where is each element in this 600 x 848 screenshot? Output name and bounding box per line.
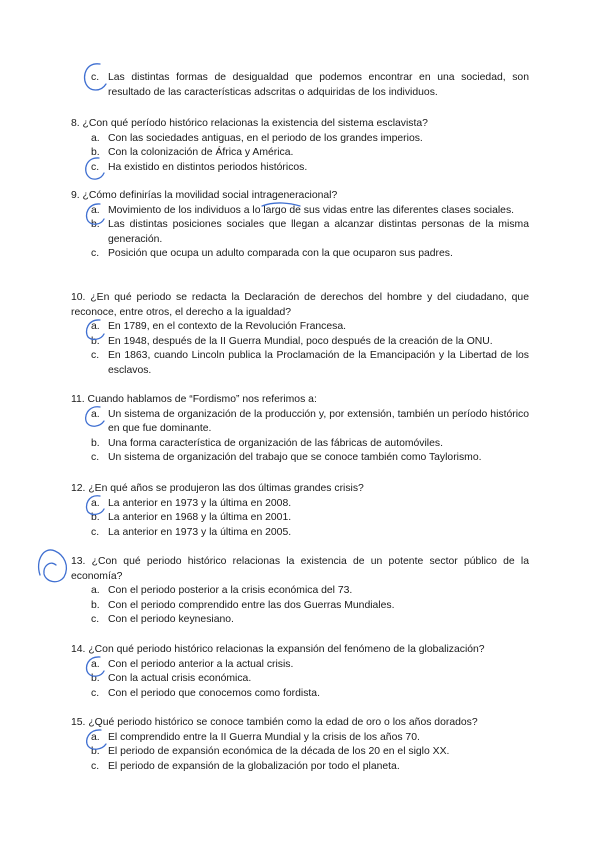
question-7-tail (71, 71, 529, 100)
option-a[interactable] (71, 204, 529, 219)
option-text: La anterior en 1973 y la última en 2005. (108, 526, 292, 538)
option-c[interactable] (71, 526, 529, 541)
option-text: Las distintas formas de desigualdad que podemos encontrar en una sociedad, son resultado de las características adscritas o adquiridas de los individuos. (108, 72, 529, 98)
question-stem: 11. Cuando hablamos de “Fordismo” nos referimos a: (71, 394, 317, 405)
option-letter: b. (91, 746, 100, 758)
option-b[interactable] (71, 146, 529, 161)
option-text: Movimiento de los individuos a lo largo de sus vidas entre las diferentes clases sociales. (108, 204, 515, 216)
question-11 (71, 393, 529, 466)
option-text: Ha existido en distintos periodos históricos. (108, 161, 308, 173)
option-a[interactable] (71, 584, 529, 599)
option-text: Con la actual crisis económica. (108, 673, 252, 685)
option-text: Con el periodo keynesiano. (108, 614, 234, 626)
option-letter: c. (91, 452, 100, 464)
option-letter: b. (91, 599, 100, 611)
option-letter: a. (91, 497, 100, 509)
option-text: Con el periodo que conocemos como fordista. (108, 687, 320, 699)
option-letter: b. (91, 512, 100, 524)
question-stem: 10. ¿En qué periodo se redacta la Declaración de derechos del hombre y del ciudadano, que reconoce, entre otros, el derecho a la igualdad? (71, 292, 529, 318)
option-b[interactable] (71, 745, 529, 760)
option-text: Con el periodo posterior a la crisis económica del 73. (108, 585, 353, 597)
option-b[interactable] (71, 511, 529, 526)
question-14 (71, 643, 529, 701)
option-text: Con el periodo comprendido entre las dos Guerras Mundiales. (108, 599, 395, 611)
option-text: En 1948, después de la II Guerra Mundial, poco después de la creación de la ONU. (108, 335, 493, 347)
option-text: El periodo de expansión económica de la década de los 20 en el siglo XX. (108, 746, 450, 758)
option-text: Posición que ocupa un adulto comparada con la que ocuparon sus padres. (108, 248, 453, 260)
option-c[interactable] (71, 161, 529, 176)
question-stem: 9. ¿Cómo definirías la movilidad social intrageneracional? (71, 190, 338, 201)
option-b[interactable] (71, 335, 529, 350)
question-9 (71, 189, 529, 262)
option-letter: c. (91, 161, 100, 173)
option-letter: b. (91, 673, 100, 685)
option-text: Las distintas posiciones sociales que llegan a alcanzar distintas personas de la misma generación. (108, 219, 529, 245)
question-stem: 8. ¿Con qué período histórico relacionas la existencia del sistema esclavista? (71, 118, 428, 129)
option-a[interactable] (71, 132, 529, 147)
question-stem: 12. ¿En qué años se produjeron las dos últimas grandes crisis? (71, 483, 364, 494)
option-c[interactable] (71, 71, 529, 100)
option-letter: a. (91, 408, 100, 420)
question-10 (71, 291, 529, 379)
option-letter: c. (91, 687, 100, 699)
option-letter: c. (91, 350, 100, 362)
question-13 (71, 555, 529, 628)
option-text: Un sistema de organización de la producción y, por extensión, también un período histórico en que fue dominante. (108, 408, 529, 435)
option-text: La anterior en 1968 y la última en 2001. (108, 512, 292, 524)
option-c[interactable] (71, 687, 529, 702)
option-letter: a. (91, 321, 100, 333)
option-letter: b. (91, 219, 100, 231)
option-letter: a. (91, 204, 100, 216)
option-letter: c. (91, 526, 100, 538)
option-letter: a. (91, 731, 100, 743)
option-text: En 1863, cuando Lincoln publica la Proclamación de la Emancipación y la Libertad de los esclavos. (108, 350, 529, 376)
question-8 (71, 117, 529, 175)
option-letter: c. (91, 760, 100, 772)
option-text: Con el periodo anterior a la actual crisis. (108, 658, 294, 670)
option-text: Con las sociedades antiguas, en el periodo de los grandes imperios. (108, 132, 423, 144)
option-c[interactable] (71, 613, 529, 628)
option-a[interactable] (71, 497, 529, 512)
option-text: Un sistema de organización del trabajo que se conoce también como Taylorismo. (108, 452, 482, 464)
option-text: Con la colonización de África y América. (108, 147, 294, 159)
option-b[interactable] (71, 672, 529, 687)
option-a[interactable] (71, 658, 529, 673)
option-c[interactable] (71, 247, 529, 262)
option-text: La anterior en 1973 y la última en 2008. (108, 497, 292, 509)
option-letter: b. (91, 147, 100, 159)
option-b[interactable] (71, 218, 529, 247)
option-letter: a. (91, 585, 100, 597)
option-letter: b. (91, 335, 100, 347)
option-text: En 1789, en el contexto de la Revolución Francesa. (108, 321, 346, 333)
option-letter: b. (91, 437, 100, 449)
pen-doodle-q13 (39, 550, 67, 582)
option-b[interactable] (71, 599, 529, 614)
option-text: Una forma característica de organización de las fábricas de automóviles. (108, 437, 443, 449)
option-letter: a. (91, 132, 100, 144)
option-letter: c. (91, 614, 100, 626)
option-c[interactable] (71, 760, 529, 775)
question-stem: 15. ¿Qué periodo histórico se conoce también como la edad de oro o los años dorados? (71, 717, 478, 728)
option-letter: a. (91, 658, 100, 670)
option-a[interactable] (71, 320, 529, 335)
option-b[interactable] (71, 437, 529, 452)
question-12 (71, 482, 529, 540)
option-c[interactable] (71, 349, 529, 378)
option-letter: c. (91, 72, 100, 83)
question-15 (71, 716, 529, 774)
question-stem: 14. ¿Con qué periodo histórico relacionas la expansión del fenómeno de la globalización? (71, 644, 485, 655)
option-text: El comprendido entre la II Guerra Mundial y la crisis de los años 70. (108, 731, 420, 743)
option-text: El periodo de expansión de la globalización por todo el planeta. (108, 760, 400, 772)
option-c[interactable] (71, 451, 529, 466)
option-letter: c. (91, 248, 100, 260)
option-a[interactable] (71, 408, 529, 437)
option-a[interactable] (71, 731, 529, 746)
question-stem: 13. ¿Con qué periodo histórico relacionas la existencia de un potente sector público de la economía? (71, 556, 529, 582)
